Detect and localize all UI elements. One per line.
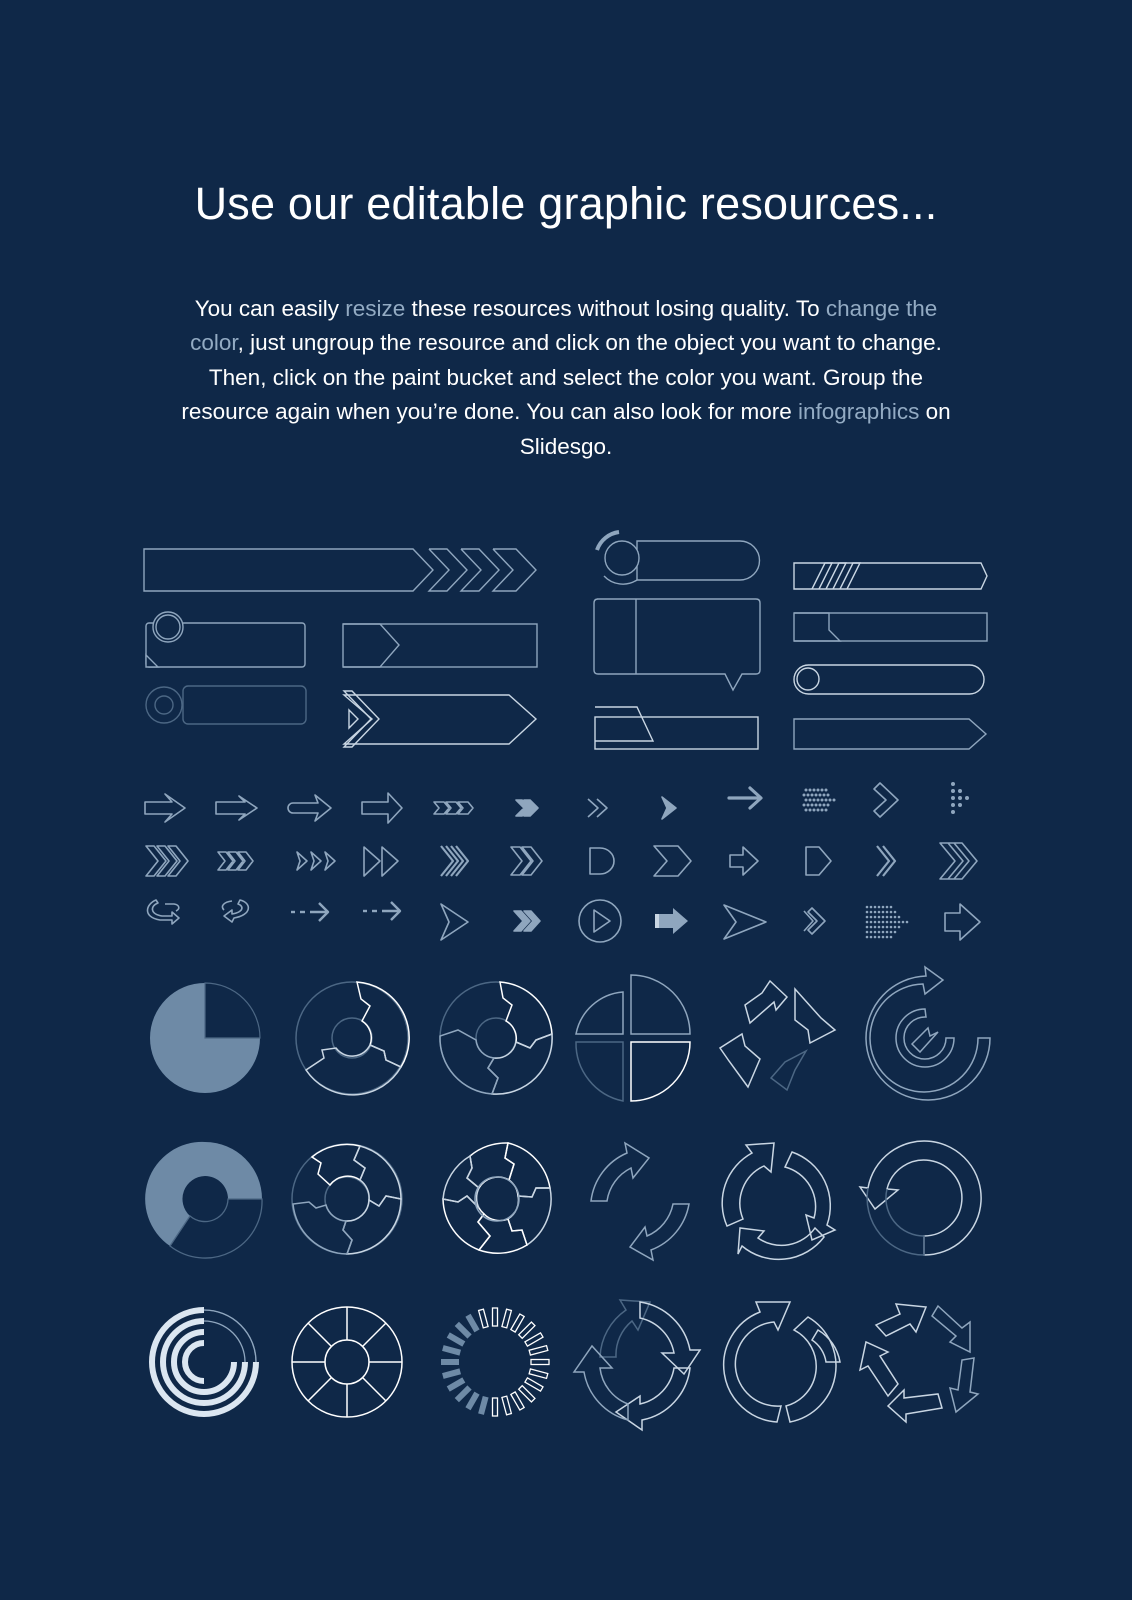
slide-title: Use our editable graphic resources... <box>194 178 938 229</box>
quarter-split-diagram <box>576 975 690 1101</box>
outline-arrow-icon <box>288 795 331 821</box>
double-chevron-icon <box>588 799 598 817</box>
banner-double-arrow <box>344 691 536 747</box>
body-text-part: on Slidesgo. <box>519 399 951 459</box>
rounded-chevron-icon <box>297 852 335 870</box>
donut-puzzle-6-diagram <box>443 1143 551 1253</box>
bold-arrow-icon <box>729 788 761 808</box>
circular-arrow-icon <box>148 900 180 924</box>
resize-link[interactable]: resize <box>345 296 406 321</box>
banner-arrow-tab <box>343 624 537 667</box>
solid-arrow-icon <box>655 908 688 934</box>
concentric-rings-diagram <box>152 1310 256 1414</box>
banner-folder-tab <box>595 707 758 749</box>
triple-chevron-icon <box>146 846 188 876</box>
double-chevron-icon <box>511 847 542 875</box>
body-text-part: these resources without losing quality. To <box>405 296 826 321</box>
single-arrow-ring-diagram <box>860 1141 981 1255</box>
dotted-arrow-icon <box>803 789 836 812</box>
outline-arrow-icon <box>216 796 257 820</box>
rounded-chevron-icon <box>804 908 825 934</box>
3-arrow-cycle-diagram <box>720 981 835 1090</box>
circular-arrow-icon <box>222 900 248 922</box>
banner-speech-callout <box>594 599 760 690</box>
chevron-icon <box>662 797 676 819</box>
segmented-loader-diagram <box>441 1308 549 1416</box>
dashed-arrow-icon <box>291 903 328 921</box>
donut-8-segments-diagram <box>292 1307 402 1417</box>
rounded-tab-icon <box>590 848 614 874</box>
block-arrow-icon <box>945 904 980 940</box>
outline-arrow-icon <box>145 794 185 822</box>
dotted-triangle-icon <box>951 782 969 814</box>
triple-chevron-icon <box>434 802 473 814</box>
infographics-link[interactable]: infographics <box>798 399 920 425</box>
rounded-chevron-icon <box>874 783 898 817</box>
paper-plane-icon <box>724 905 766 939</box>
banner-circle-tab <box>146 686 306 724</box>
double-chevron-icon <box>514 911 540 931</box>
banner-notched-bar <box>794 613 987 641</box>
striped-chevron-icon <box>441 846 468 876</box>
dashed-arrow-icon <box>363 902 400 920</box>
outline-arrow-icon <box>362 793 402 823</box>
paper-plane-icon <box>441 904 468 940</box>
play-triangle-icon <box>364 847 380 876</box>
banner-slashed-arrow <box>794 563 987 589</box>
banner-chevron-bar <box>144 549 536 591</box>
block-arrow-icon <box>730 847 758 875</box>
donut-puzzle-5-diagram <box>292 1144 402 1254</box>
play-circle-icon <box>579 900 621 942</box>
5-arrow-cycle-diagram <box>860 1304 978 1422</box>
body-text-part: You can easily <box>194 296 346 321</box>
banner-circle-pill <box>597 532 760 584</box>
2-arrow-cycle-diagram <box>591 1143 689 1260</box>
4-arrow-cycle-diagram <box>574 1300 700 1430</box>
striped-chevron-icon <box>877 846 895 876</box>
spiral-arrow-diagram <box>866 967 990 1100</box>
chevron-tab-icon <box>654 846 691 876</box>
double-chevron-icon <box>516 800 538 816</box>
triple-chevron-icon <box>940 843 977 879</box>
2-arrow-ring-diagram <box>724 1302 840 1422</box>
dotted-arrow-icon <box>866 906 909 939</box>
arrow-icons-row-3 <box>148 900 981 942</box>
donut-progress-diagram <box>145 1142 262 1258</box>
banner-circle-pill-bar <box>794 665 984 694</box>
pie-quarter-diagram <box>150 983 260 1093</box>
pentagon-tab-icon <box>806 847 831 875</box>
banner-pointed-bar <box>794 719 986 749</box>
arrow-icons-row-1 <box>145 782 969 823</box>
donut-4-piece-diagram <box>440 982 552 1094</box>
banner-circle-tag <box>146 612 305 667</box>
triple-chevron-icon <box>218 852 253 870</box>
body-text-part: , just ungroup the resource and click on the object you want to change. Then, click on the paint bucket and select the color you want. Group the resource again when you’re done. You can also look for more <box>181 330 942 425</box>
donut-3-piece-diagram <box>296 982 409 1095</box>
arrow-icons-row-2 <box>146 843 977 879</box>
3-arrow-ring-diagram <box>722 1143 835 1259</box>
change-color-link[interactable]: change the color <box>190 296 938 356</box>
